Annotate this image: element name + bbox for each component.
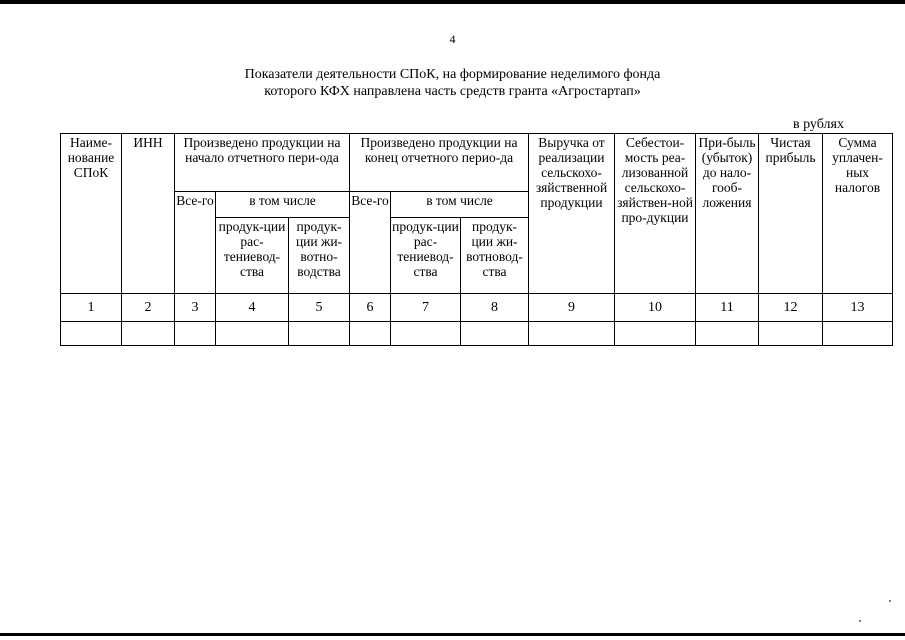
empty-cell[interactable] [61,322,122,346]
header-total-end: Все-го [350,192,391,294]
bottom-border-rule [0,633,905,636]
header-produced-end: Произведено продукции на конец отчетного перио-да [350,134,529,192]
column-number: 2 [122,294,175,322]
indicators-table [60,133,893,346]
empty-cell[interactable] [350,322,391,346]
column-number: 4 [216,294,289,322]
title-line-2: которого КФХ направлена часть средств гранта «Агростартап» [264,84,641,99]
column-number: 1 [61,294,122,322]
header-livestock-start: продук-ции жи-вотно-водства [289,218,350,294]
header-profit-before-tax: При-быль (убыток) до нало-гооб-ложения [696,134,759,294]
empty-cell[interactable] [175,322,216,346]
header-cost: Себестои-мость реа-лизованной сельскохо-зяйствен-ной про-дукции [615,134,696,294]
header-including-end: в том числе [391,192,529,218]
page-title [0,66,905,100]
header-including-start: в том числе [216,192,350,218]
header-produced-start: Произведено продукции на начало отчетного пери-ода [175,134,350,192]
header-net-profit: Чистая прибыль [759,134,823,294]
header-revenue: Выручка от реализации сельскохо-зяйственной продукции [529,134,615,294]
empty-cell[interactable] [823,322,893,346]
column-number: 3 [175,294,216,322]
empty-cell[interactable] [289,322,350,346]
scan-speck [859,620,861,622]
empty-data-row [61,322,893,346]
column-number-row [61,294,893,322]
header-row-1 [61,134,893,192]
column-number: 11 [696,294,759,322]
header-crop-start: продук-ции рас-тениевод-ства [216,218,289,294]
currency-note: в рублях [793,117,844,132]
page-number: 4 [449,32,456,46]
column-number: 12 [759,294,823,322]
header-crop-end: продук-ции рас-тениевод-ства [391,218,461,294]
empty-cell[interactable] [461,322,529,346]
header-taxes-paid: Сумма уплачен-ных налогов [823,134,893,294]
empty-cell[interactable] [615,322,696,346]
header-inn: ИНН [122,134,175,294]
empty-cell[interactable] [529,322,615,346]
empty-cell[interactable] [216,322,289,346]
title-line-1: Показатели деятельности СПоК, на формирование неделимого фонда [244,67,661,82]
empty-cell[interactable] [696,322,759,346]
scan-speck [889,600,891,602]
empty-cell[interactable] [122,322,175,346]
column-number: 7 [391,294,461,322]
empty-cell[interactable] [759,322,823,346]
top-border-rule [0,0,905,4]
column-number: 8 [461,294,529,322]
column-number: 9 [529,294,615,322]
column-number: 13 [823,294,893,322]
header-total-start: Все-го [175,192,216,294]
empty-cell[interactable] [391,322,461,346]
column-number: 10 [615,294,696,322]
header-name-spok: Наиме-нование СПоК [61,134,122,294]
column-number: 6 [350,294,391,322]
column-number: 5 [289,294,350,322]
header-livestock-end: продук-ции жи-вотновод-ства [461,218,529,294]
